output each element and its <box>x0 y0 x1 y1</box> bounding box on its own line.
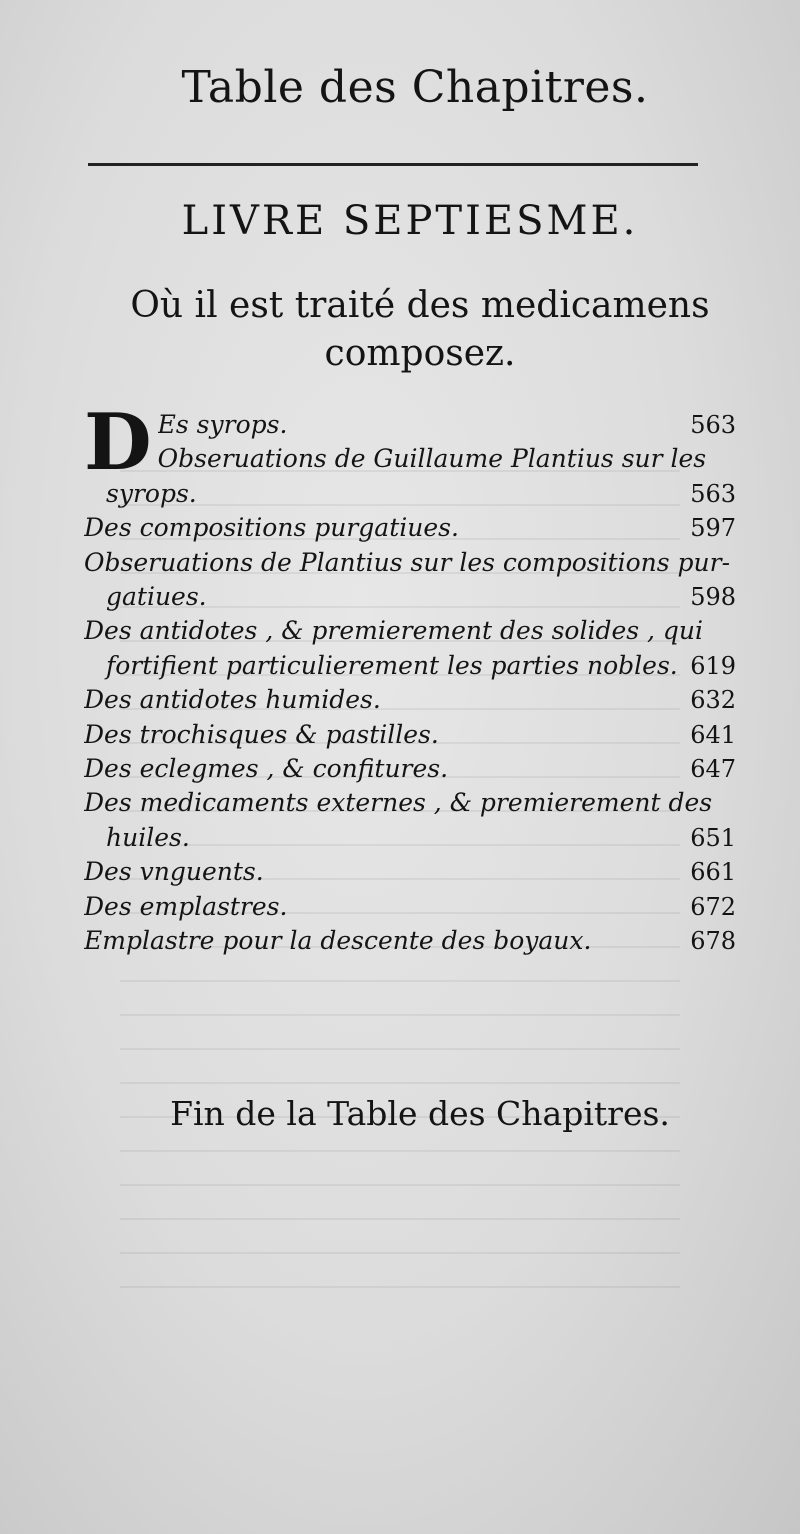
page-number: 661 <box>690 858 736 887</box>
toc-line <box>84 924 736 958</box>
drop-cap: D <box>84 397 152 488</box>
toc-entry <box>84 890 736 924</box>
toc-line <box>84 855 736 889</box>
toc-line <box>84 477 736 511</box>
toc-entry-syrops <box>84 397 736 511</box>
toc-line <box>158 442 736 476</box>
page-number: 597 <box>690 514 736 543</box>
toc-line <box>84 649 736 683</box>
page-number: 651 <box>690 823 736 852</box>
entry-title: Obseruations de Guillaume Plantius sur les <box>157 444 707 474</box>
page-number: 678 <box>690 927 736 956</box>
entry-title: fortifient particulierement les parties nobles. <box>106 650 678 680</box>
toc-entry <box>84 683 736 717</box>
entry-title: Obseruations de Plantius sur les compositions pur- <box>84 547 731 577</box>
page-number: 641 <box>690 720 736 749</box>
toc-entry <box>84 718 736 752</box>
subtitle-line: composez. <box>324 333 516 374</box>
running-head: Table des Chapitres. <box>181 62 649 113</box>
page-number: 563 <box>690 479 736 508</box>
toc-line <box>84 786 736 820</box>
table-of-contents <box>84 397 736 959</box>
toc-line <box>84 752 736 786</box>
page-number: 598 <box>690 583 736 612</box>
toc-entry <box>84 786 736 855</box>
toc-line <box>84 718 736 752</box>
entry-title: Des antidotes humides. <box>84 685 381 715</box>
toc-line <box>84 821 736 855</box>
entry-title: Des vnguents. <box>84 857 264 887</box>
entry-title: Des medicaments externes , & premierement des <box>84 788 713 818</box>
entry-title: Des eclegmes , & confitures. <box>84 754 449 784</box>
colophon: Fin de la Table des Chapitres. <box>170 1094 670 1133</box>
toc-entry <box>84 546 736 615</box>
page-number: 563 <box>690 411 736 439</box>
page-number: 632 <box>690 686 736 715</box>
toc-line <box>84 890 736 924</box>
book-title: LIVRE SEPTIESME. <box>181 198 639 244</box>
entry-title: syrops. <box>106 478 197 508</box>
toc-entry <box>84 752 736 786</box>
toc-entry <box>84 511 736 545</box>
toc-entry <box>84 614 736 683</box>
toc-entry <box>84 855 736 889</box>
entry-title: Des trochisques & pastilles. <box>84 719 439 749</box>
page-number: 647 <box>690 755 736 784</box>
toc-line <box>84 580 736 614</box>
toc-line <box>84 511 736 545</box>
entry-title: Des compositions purgatiues. <box>84 513 459 543</box>
page-number: 672 <box>690 892 736 921</box>
toc-line <box>84 683 736 717</box>
entry-title: huiles. <box>106 822 190 852</box>
entry-title: Es syrops. <box>157 410 288 439</box>
entry-title: Des antidotes , & premierement des solides , qui <box>84 616 704 646</box>
entry-title: Des emplastres. <box>84 891 288 921</box>
toc-line <box>84 546 736 580</box>
subtitle <box>120 282 720 378</box>
entry-title: Emplastre pour la descente des boyaux. <box>84 926 592 956</box>
toc-line <box>158 408 736 442</box>
subtitle-line: Où il est traité des medicamens <box>130 285 710 326</box>
header-rule <box>88 163 698 166</box>
toc-entry <box>84 924 736 958</box>
entry-title: gatiues. <box>106 582 207 612</box>
page-number: 619 <box>690 651 736 680</box>
toc-line <box>84 614 736 648</box>
